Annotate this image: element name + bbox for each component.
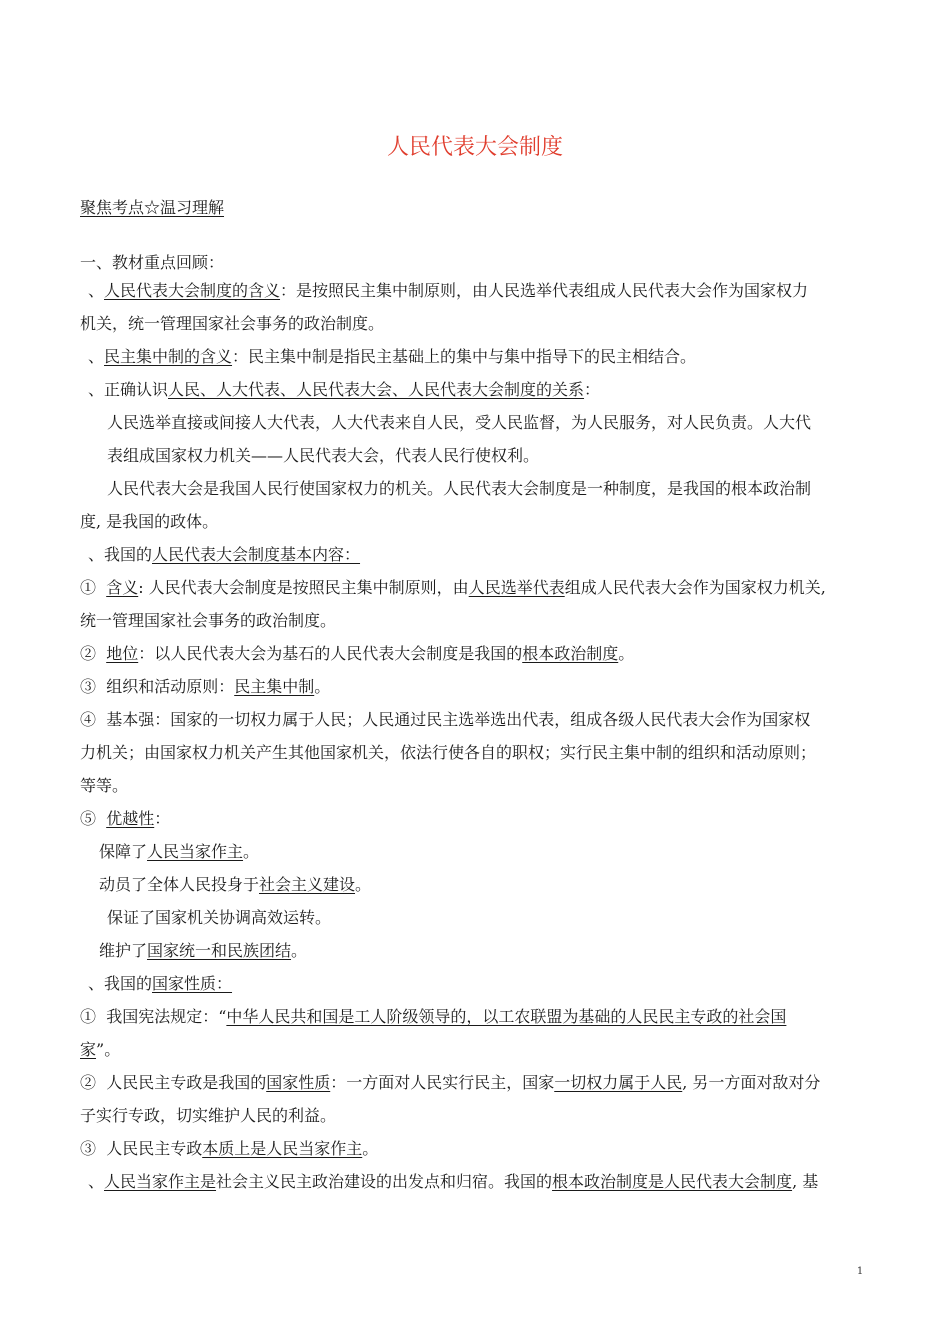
- item-superiority: ⑤ 优越性：: [80, 809, 171, 828]
- term-nrc-meaning: 人民代表大会制度的含义: [104, 281, 281, 300]
- nature-item-2: ② 人民民主专政是我国的国家性质：一方面对人民实行民主，国家一切权力属于人民, 另一方面对敌对分: [80, 1073, 821, 1092]
- paragraph-people-masters: 、人民当家作主是社会主义民主政治建设的出发点和归宿。我国的根本政治制度是人民代表大会制度, 基: [88, 1172, 819, 1191]
- term-state-nature: 国家性质：: [152, 974, 233, 993]
- nature-item-3: ③ 人民民主专政本质上是人民当家作主。: [80, 1139, 379, 1158]
- page-number: 1: [856, 1266, 864, 1277]
- term-basic-content: 人民代表大会制度基本内容：: [152, 545, 361, 564]
- item-status: ② 地位：以人民代表大会为基石的人民代表大会制度是我国的根本政治制度。: [80, 644, 635, 663]
- paragraph-basic-content: 、我国的人民代表大会制度基本内容：: [88, 545, 361, 564]
- advantage-1: 保障了人民当家作主。: [99, 842, 260, 861]
- item-basics-cont1: 力机关；由国家权力机关产生其他国家机关，依法行使各自的职权；实行民主集中制的组织和活动原则；: [80, 743, 817, 762]
- page-title: 人民代表大会制度: [386, 135, 563, 160]
- paragraph-relationship-b2: 度, 是我国的政体。: [80, 512, 219, 531]
- term-relationship: 人民、人大代表、人民代表大会、人民代表大会制度的关系: [168, 380, 585, 399]
- heading-review: 一、教材重点回顾：: [80, 253, 225, 272]
- paragraph-relationship-a2: 表组成国家权力机关——人民代表大会，代表人民行使权利。: [107, 446, 540, 465]
- paragraph-relationship-a1: 人民选举直接或间接人大代表，人大代表来自人民，受人民监督，为人民服务，对人民负责。人大代: [107, 413, 812, 432]
- paragraph-nrc-meaning: 、人民代表大会制度的含义：是按照民主集中制原则，由人民选举代表组成人民代表大会作为国家权力: [88, 281, 809, 300]
- paragraph-relationship-b1: 人民代表大会是我国人民行使国家权力的机关。人民代表大会制度是一种制度，是我国的根本政治制: [107, 479, 812, 498]
- item-principle: ③ 组织和活动原则：民主集中制。: [80, 677, 331, 696]
- item-basics-cont2: 等等。: [80, 776, 129, 795]
- nature-item-1: ① 我国宪法规定：“中华人民共和国是工人阶级领导的，以工农联盟为基础的人民民主专政的社会国: [80, 1007, 787, 1026]
- item-basics: ④ 基本强：国家的一切权力属于人民；人民通过民主选举选出代表，组成各级人民代表大会作为国家权: [80, 710, 811, 729]
- nature-item-1-cont: 家”。: [80, 1040, 121, 1059]
- term-democratic-centralism: 民主集中制的含义: [104, 347, 233, 366]
- section-header: 聚焦考点☆温习理解: [80, 198, 225, 217]
- paragraph-relationship: 、正确认识人民、人大代表、人民代表大会、人民代表大会制度的关系：: [88, 380, 601, 399]
- item-meaning-cont: 统一管理国家社会事务的政治制度。: [80, 611, 337, 630]
- advantage-4: 维护了国家统一和民族团结。: [99, 941, 308, 960]
- advantage-2: 动员了全体人民投身于社会主义建设。: [99, 875, 372, 894]
- advantage-3: 保证了国家机关协调高效运转。: [107, 908, 332, 927]
- item-meaning: ① 含义: 人民代表大会制度是按照民主集中制原则，由人民选举代表组成人民代表大会作为国家权力机关,: [80, 578, 826, 597]
- paragraph-state-nature: 、我国的国家性质：: [88, 974, 233, 993]
- nature-item-2-cont: 子实行专政，切实维护人民的利益。: [80, 1106, 337, 1125]
- paragraph-nrc-meaning-cont: 机关，统一管理国家社会事务的政治制度。: [80, 314, 385, 333]
- paragraph-democratic-centralism: 、民主集中制的含义：民主集中制是指民主基础上的集中与集中指导下的民主相结合。: [88, 347, 697, 366]
